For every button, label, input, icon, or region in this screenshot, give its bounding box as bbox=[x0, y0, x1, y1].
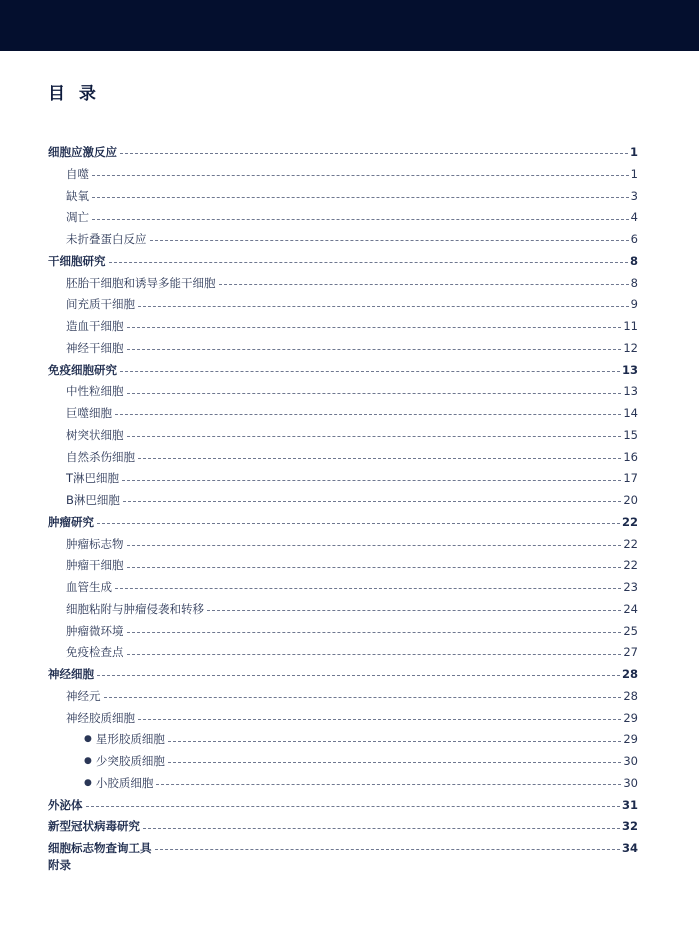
toc-entry-label: 中性粒细胞 bbox=[66, 384, 124, 399]
toc-entry[interactable] bbox=[48, 686, 638, 708]
toc-entry-label: 星形胶质细胞 bbox=[95, 732, 165, 747]
toc-entry-label: 新型冠状病毒研究 bbox=[48, 819, 140, 834]
toc-entry-page: 20 bbox=[623, 493, 638, 507]
toc-entry[interactable] bbox=[48, 360, 638, 382]
toc-entry[interactable] bbox=[48, 273, 638, 295]
toc-entry-page: 8 bbox=[630, 275, 638, 290]
dot-leader bbox=[115, 414, 621, 415]
bullet-icon: ● bbox=[84, 777, 92, 788]
toc-entry-page: 30 bbox=[623, 754, 638, 768]
toc-entry[interactable] bbox=[48, 338, 638, 360]
toc-entry-label: 细胞标志物查询工具 bbox=[48, 841, 152, 855]
table-of-contents bbox=[48, 142, 638, 860]
toc-entry-page: 14 bbox=[623, 406, 638, 420]
dot-leader bbox=[120, 153, 628, 154]
toc-entry[interactable] bbox=[48, 490, 638, 512]
dot-leader bbox=[92, 219, 629, 220]
toc-entry-label: 间充质干细胞 bbox=[66, 297, 135, 312]
toc-entry-label: 小胶质细胞 bbox=[95, 775, 154, 790]
toc-entry-page: 34 bbox=[621, 841, 638, 855]
dot-leader bbox=[92, 197, 629, 198]
toc-entry[interactable] bbox=[48, 425, 638, 447]
dot-leader bbox=[122, 480, 621, 481]
toc-entry-page: 32 bbox=[621, 819, 638, 834]
toc-entry[interactable] bbox=[48, 708, 638, 730]
toc-entry[interactable] bbox=[48, 251, 638, 273]
toc-entry-label: 肿瘤研究 bbox=[48, 514, 94, 529]
toc-entry-label: 少突胶质细胞 bbox=[95, 754, 165, 768]
dot-leader bbox=[207, 610, 621, 611]
toc-entry-page: 11 bbox=[623, 319, 638, 333]
toc-entry-label: 未折叠蛋白反应 bbox=[66, 232, 147, 246]
toc-entry-label: 肿瘤干细胞 bbox=[66, 558, 124, 573]
toc-entry[interactable] bbox=[48, 577, 638, 599]
toc-appendix[interactable]: 附录 bbox=[48, 858, 71, 872]
toc-entry-page: 24 bbox=[623, 601, 638, 616]
toc-entry[interactable] bbox=[48, 294, 638, 316]
toc-entry[interactable] bbox=[48, 207, 638, 229]
toc-entry[interactable] bbox=[48, 164, 638, 186]
dot-leader bbox=[109, 262, 628, 263]
toc-entry-label: 肿瘤标志物 bbox=[66, 536, 124, 551]
dot-leader bbox=[150, 240, 629, 241]
dot-leader bbox=[97, 523, 620, 524]
toc-entry-page: 1 bbox=[630, 166, 638, 181]
toc-entry-label: 自噬 bbox=[66, 166, 89, 181]
toc-entry-page: 16 bbox=[623, 449, 638, 464]
toc-entry-page: 3 bbox=[630, 188, 638, 203]
dot-leader bbox=[115, 588, 621, 589]
dot-leader bbox=[127, 545, 622, 546]
toc-entry-page: 23 bbox=[623, 580, 638, 594]
toc-entry-label: 巨噬细胞 bbox=[66, 406, 112, 420]
toc-entry-page: 29 bbox=[623, 710, 638, 725]
dot-leader bbox=[168, 741, 622, 742]
toc-entry-page: 30 bbox=[623, 775, 638, 790]
toc-entry-label: 神经胶质细胞 bbox=[66, 710, 135, 725]
toc-entry[interactable] bbox=[48, 555, 638, 577]
toc-entry-page: 17 bbox=[623, 471, 638, 486]
toc-entry-label: 胚胎干细胞和诱导多能干细胞 bbox=[66, 275, 216, 290]
toc-entry[interactable] bbox=[48, 186, 638, 208]
dot-leader bbox=[156, 784, 621, 785]
toc-entry-label: 免疫细胞研究 bbox=[48, 362, 117, 377]
dot-leader bbox=[168, 762, 622, 763]
toc-entry-page: 9 bbox=[630, 297, 638, 312]
toc-entry-page: 12 bbox=[623, 340, 638, 355]
toc-entry-page: 25 bbox=[623, 623, 638, 638]
toc-entry[interactable] bbox=[48, 642, 638, 664]
toc-entry-label: 神经细胞 bbox=[48, 667, 94, 681]
dot-leader bbox=[138, 719, 621, 720]
toc-entry-label: 细胞应激反应 bbox=[48, 145, 117, 159]
toc-entry-label: T淋巴细胞 bbox=[66, 471, 120, 486]
toc-entry[interactable] bbox=[48, 468, 638, 490]
toc-entry[interactable] bbox=[48, 534, 638, 556]
toc-entry[interactable] bbox=[48, 403, 638, 425]
toc-entry[interactable] bbox=[48, 142, 638, 164]
toc-entry-page: 6 bbox=[630, 232, 638, 246]
dot-leader bbox=[127, 567, 622, 568]
toc-entry-label: 干细胞研究 bbox=[48, 253, 106, 268]
dot-leader bbox=[155, 849, 620, 850]
toc-entry-page: 29 bbox=[623, 732, 638, 747]
toc-entry[interactable] bbox=[48, 795, 638, 817]
toc-entry[interactable] bbox=[48, 229, 638, 251]
toc-entry-label: 外泌体 bbox=[48, 797, 83, 812]
toc-entry-page: 22 bbox=[623, 558, 638, 573]
toc-entry[interactable] bbox=[48, 599, 638, 621]
toc-entry[interactable] bbox=[48, 621, 638, 643]
toc-entry-page: 13 bbox=[621, 362, 638, 377]
toc-entry-label: 神经元 bbox=[66, 688, 101, 703]
page-title: 目 录 bbox=[48, 84, 100, 104]
dot-leader bbox=[127, 393, 622, 394]
toc-entry-page: 1 bbox=[629, 145, 638, 159]
toc-entry-label: 血管生成 bbox=[66, 580, 112, 594]
toc-entry[interactable] bbox=[48, 751, 638, 773]
dot-leader bbox=[127, 654, 622, 655]
dot-leader bbox=[127, 327, 622, 328]
toc-entry-page: 15 bbox=[623, 427, 638, 442]
dot-leader bbox=[143, 828, 620, 829]
dot-leader bbox=[219, 284, 629, 285]
toc-entry[interactable] bbox=[48, 729, 638, 751]
toc-entry[interactable] bbox=[48, 512, 638, 534]
dot-leader bbox=[138, 306, 629, 307]
toc-entry-label: 树突状细胞 bbox=[66, 427, 124, 442]
dot-leader bbox=[127, 436, 622, 437]
header-band bbox=[0, 0, 699, 51]
toc-entry[interactable] bbox=[48, 381, 638, 403]
toc-entry-label: 细胞粘附与肿瘤侵袭和转移 bbox=[66, 601, 204, 616]
toc-entry[interactable] bbox=[48, 316, 638, 338]
toc-entry-label: 神经干细胞 bbox=[66, 340, 124, 355]
toc-entry[interactable] bbox=[48, 664, 638, 686]
toc-entry-label: B淋巴细胞 bbox=[66, 493, 120, 507]
bullet-icon: ● bbox=[84, 734, 92, 745]
toc-entry-label: 免疫检查点 bbox=[66, 645, 124, 660]
toc-entry-page: 27 bbox=[623, 645, 638, 660]
toc-entry[interactable] bbox=[48, 773, 638, 795]
bullet-icon: ● bbox=[84, 756, 92, 766]
dot-leader bbox=[104, 697, 622, 698]
toc-entry-page: 28 bbox=[621, 667, 638, 681]
toc-entry-label: 肿瘤微环境 bbox=[66, 623, 124, 638]
toc-entry-label: 自然杀伤细胞 bbox=[66, 449, 135, 464]
toc-entry-page: 22 bbox=[623, 536, 638, 551]
toc-entry-page: 8 bbox=[629, 253, 638, 268]
dot-leader bbox=[92, 175, 629, 176]
toc-entry-page: 28 bbox=[623, 688, 638, 703]
toc-entry-label: 缺氧 bbox=[66, 188, 89, 203]
toc-entry[interactable] bbox=[48, 816, 638, 838]
dot-leader bbox=[120, 371, 620, 372]
toc-entry-page: 13 bbox=[623, 384, 638, 399]
toc-entry-page: 31 bbox=[621, 797, 638, 812]
toc-entry[interactable] bbox=[48, 838, 638, 860]
dot-leader bbox=[86, 806, 620, 807]
dot-leader bbox=[127, 349, 622, 350]
toc-entry-page: 4 bbox=[630, 210, 638, 225]
dot-leader bbox=[97, 675, 620, 676]
toc-entry[interactable] bbox=[48, 447, 638, 469]
dot-leader bbox=[123, 501, 621, 502]
toc-entry-label: 造血干细胞 bbox=[66, 319, 124, 333]
dot-leader bbox=[127, 632, 622, 633]
toc-entry-page: 22 bbox=[621, 514, 638, 529]
toc-entry-label: 凋亡 bbox=[66, 210, 89, 225]
dot-leader bbox=[138, 458, 621, 459]
